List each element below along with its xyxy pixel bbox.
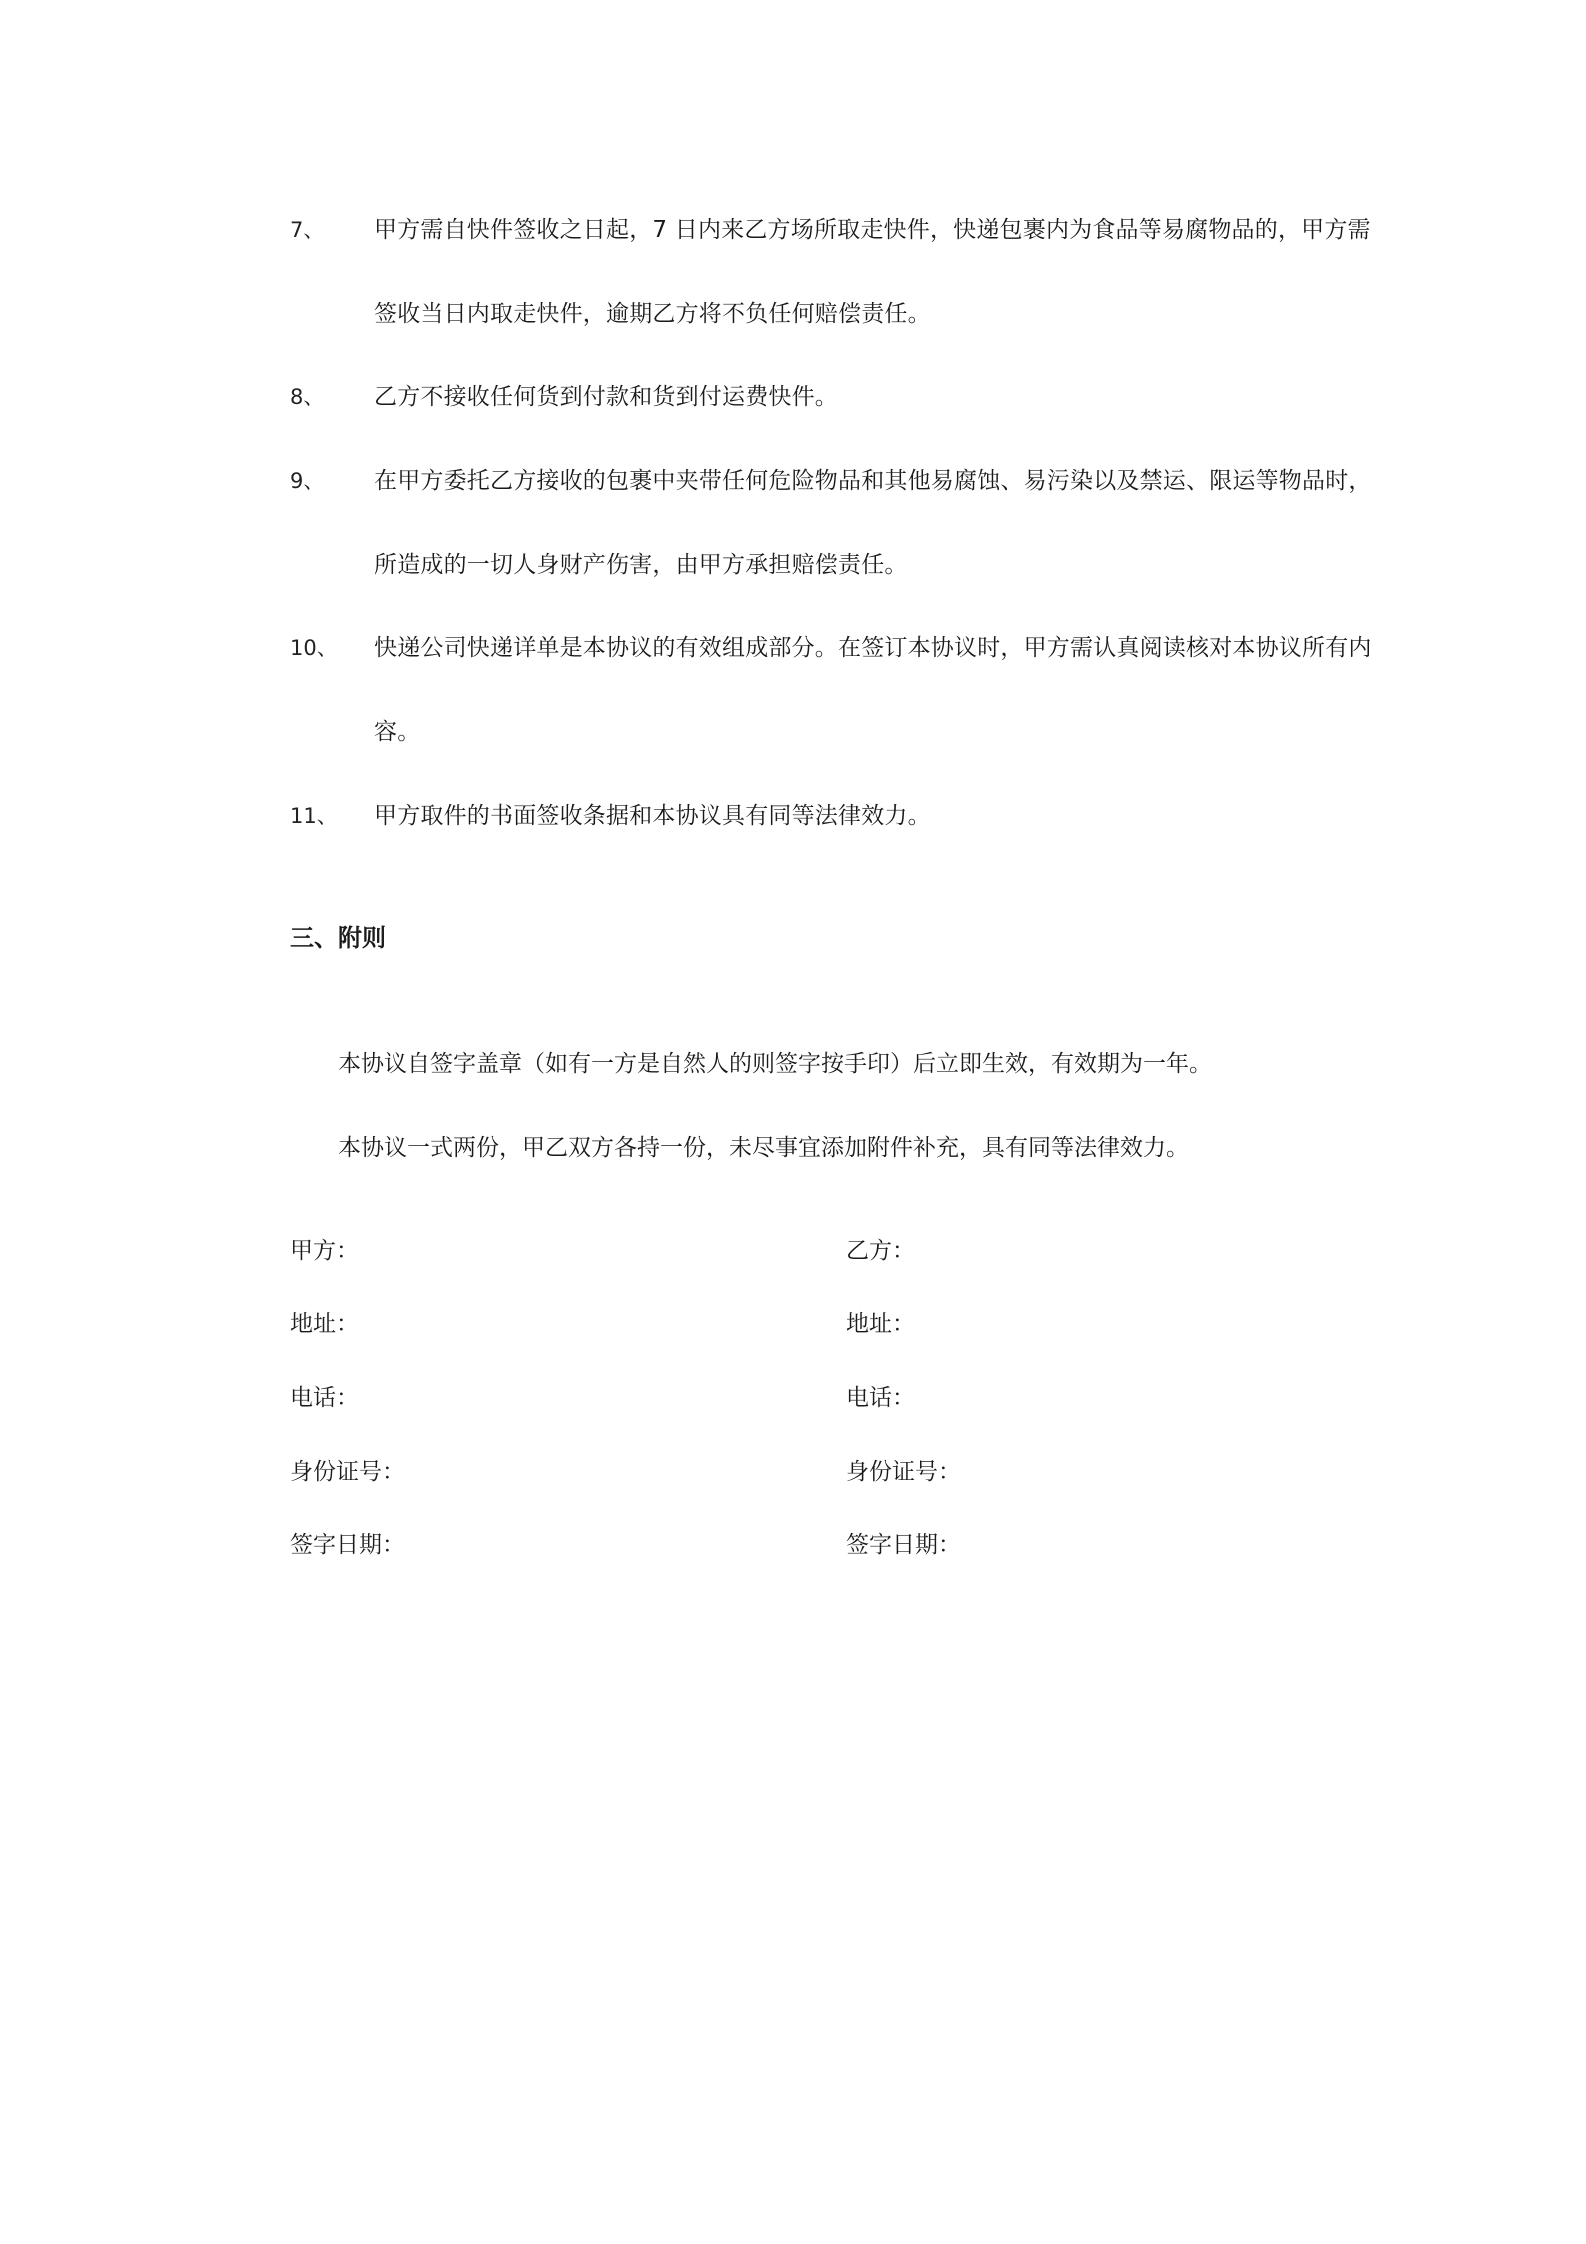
party-a-id-label: 身份证号： (290, 1459, 405, 1485)
party-a-date-label: 签字日期： (290, 1532, 405, 1558)
clause-text: 甲方取件的书面签收条据和本协议具有同等法律效力。 (374, 803, 931, 829)
party-b-id-label: 身份证号： (846, 1459, 961, 1485)
clause-number: 11、 (290, 804, 338, 828)
section-heading: 三、附则 (290, 924, 386, 952)
paragraph: 本协议自签字盖章（如有一方是自然人的则签字按手印）后立即生效，有效期为一年。 (338, 1051, 1212, 1077)
clause-text: 甲方需自快件签收之日起，7 日内来乙方场所取走快件，快递包裹内为食品等易腐物品的，甲方需签收当日内取走快件，逾期乙方将不负任何赔偿责任。 (374, 217, 1371, 327)
clause-number: 7、 (290, 218, 325, 242)
paragraph: 本协议一式两份，甲乙双方各持一份，未尽事宜添加附件补充，具有同等法律效力。 (338, 1135, 1189, 1161)
party-b-address-label: 地址： (846, 1311, 915, 1337)
clause-number: 10、 (290, 636, 338, 660)
party-b-phone-label: 电话： (846, 1385, 915, 1411)
clause-number: 9、 (290, 469, 325, 493)
clause-text: 乙方不接收任何货到付款和货到付运费快件。 (374, 384, 838, 410)
clause-number: 8、 (290, 385, 325, 409)
party-a-label: 甲方： (290, 1238, 359, 1264)
party-a-phone-label: 电话： (290, 1385, 359, 1411)
party-b-date-label: 签字日期： (846, 1532, 961, 1558)
party-b-label: 乙方： (846, 1238, 915, 1264)
clause-text: 在甲方委托乙方接收的包裹中夹带任何危险物品和其他易腐蚀、易污染以及禁运、限运等物品时，所造成的一切人身财产伤害，由甲方承担赔偿责任。 (374, 468, 1372, 578)
clause-text: 快递公司快递详单是本协议的有效组成部分。在签订本协议时，甲方需认真阅读核对本协议所有内容。 (374, 635, 1372, 745)
party-a-address-label: 地址： (290, 1311, 359, 1337)
